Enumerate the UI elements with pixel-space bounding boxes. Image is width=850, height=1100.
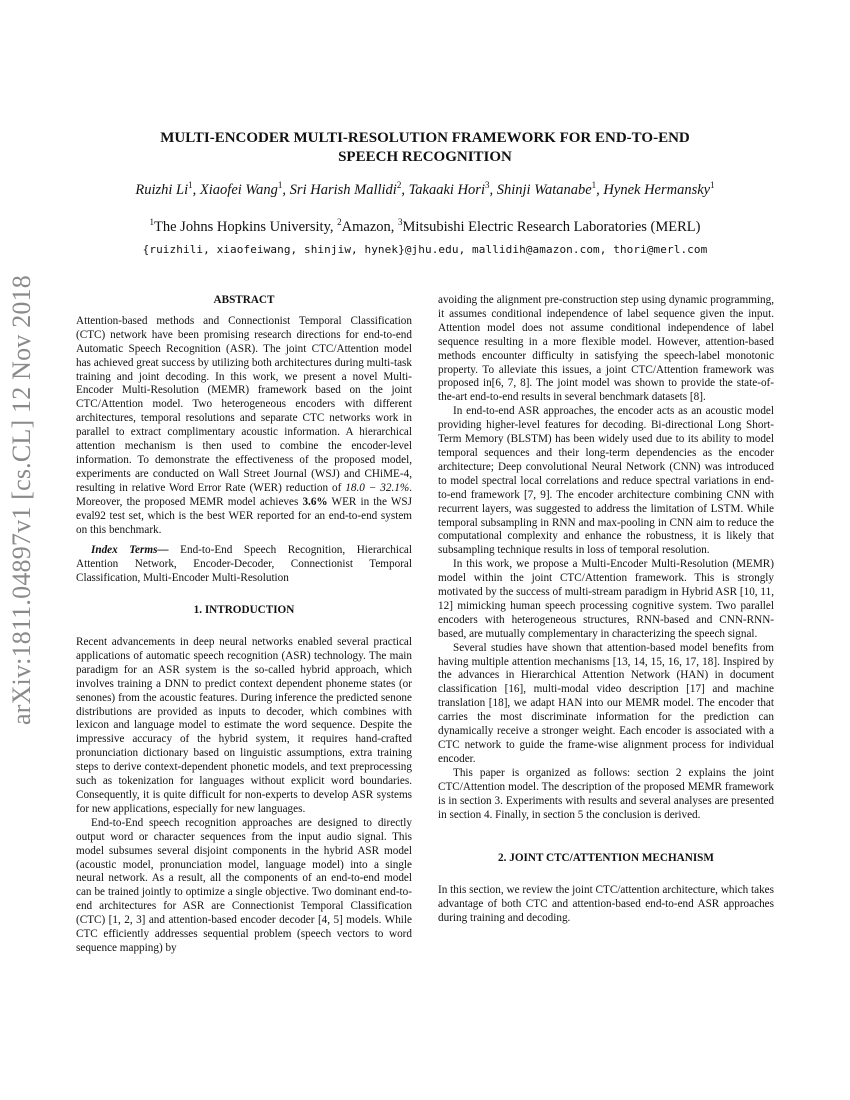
title-line-1: MULTI-ENCODER MULTI-RESOLUTION FRAMEWORK FOR END-TO-END bbox=[160, 130, 690, 146]
intro-paragraph: avoiding the alignment pre-construction step using dynamic programming, it assumes conditional independence of label sequence given the input. Attention model does not assume conditional independence of label sequence resulting in a more flexible model. However, attention-based methods encounter difficulty in satisfying the speech-label monotonic property. To alleviate this issues, a joint CTC/Attention framework was proposed in[6, 7, 8]. The joint model was shown to provide the state-of-the-art end-to-end results in several benchmark datasets [8]. bbox=[438, 294, 774, 404]
intro-paragraph: In end-to-end ASR approaches, the encoder acts as an acoustic model providing higher-level features for decoding. Bi-directional Long Short-Term Memory (BLSTM) has been widely used due to its ability to model temporal sequences and their long-term dependencies as the encoder architecture; Deep convolutional Neural Network (CNN) was introduced to model spectral local correlations and reduce spectral variations in end-to-end framework [7, 9]. The encoder architecture combining CNN with recurrent layers, was suggested to address the limitation of LSTM. While temporal subsampling in RNN and max-pooling in CNN aim to reduce the computational complexity and enhance the robustness, it is likely that subsampling technique results in loss of temporal resolution. bbox=[438, 405, 774, 557]
intro-paragraph: End-to-End speech recognition approaches are designed to directly output word or character sequences from the input audio signal. This model subsumes several disjoint components in the hybrid ASR model (acoustic model, pronunciation model, language model) into a single neural network. As a result, all the components of an end-to-end model can be trained jointly to optimize a single objective. Two dominant end-to-end architectures for ASR are Connectionist Temporal Classification (CTC) [1, 2, 3] and attention-based encoder decoder [4, 5] models. While CTC efficiently addresses sequential problem (speech vectors to word sequence mapping) by bbox=[76, 816, 412, 954]
abstract-text: Attention-based methods and Connectionist Temporal Classification (CTC) network have been promising research directions for end-to-end Automatic Speech Recognition (ASR). The joint CTC/Attention model has achieved great success by utilizing both architectures during multi-task training and joint decoding. In this work, we present a novel Multi-Encoder Multi-Resolution (MEMR) framework based on the joint CTC/Attention model. Two heterogeneous encoders with different architectures, temporal resolutions and separate CTC networks work in parallel to extract complimentary acoustic information. A hierarchical attention mechanism is then used to combine the encoder-level information. To demonstrate the effectiveness of the proposed model, experiments are conducted on Wall Street Journal (WSJ) and CHiME-4, resulting in relative Word Error Rate (WER) reduction of 18.0 − 32.1%. Moreover, the proposed MEMR model achieves 3.6% WER in the WSJ eval92 test set, which is the best WER reported for an end-to-end system on this benchmark. bbox=[76, 314, 412, 536]
introduction-heading: 1. INTRODUCTION bbox=[193, 604, 295, 617]
intro-paragraph: In this work, we propose a Multi-Encoder Multi-Resolution (MEMR) model within the joint CTC/Attention framework. This is strongly motivated by the success of multi-stream paradigm in Hybrid ASR [10, 11, 12] mimicking human speech processing cognitive system. Two parallel encoders with heterogeneous structures, RNN-based and CNN-RNN-based, are mutually complementary in characterizing the speech signal. bbox=[438, 558, 774, 640]
author: Xiaofei Wang$^1$ bbox=[199, 180, 283, 198]
arxiv-id: arXiv:1811.04897v1 [cs.CL] 12 Nov 2018 bbox=[7, 274, 37, 726]
author: Takaaki Hori$^3$ bbox=[408, 180, 490, 198]
paper-title bbox=[90, 129, 760, 167]
author: Hynek Hermansky$^1$ bbox=[603, 180, 715, 198]
affiliation: $^2$Amazon bbox=[337, 217, 391, 235]
section2-paragraph: In this section, we review the joint CTC/attention architecture, which takes advantage of both CTC and attention-based end-to-end ASR approaches during training and decoding. bbox=[438, 884, 774, 925]
section2-heading: 2. JOINT CTC/ATTENTION MECHANISM bbox=[498, 852, 714, 865]
title-line-2: SPEECH RECOGNITION bbox=[338, 149, 512, 165]
affiliation: $^3$Mitsubishi Electric Research Laboratories (MERL) bbox=[398, 217, 701, 235]
index-terms-label: Index Terms— bbox=[91, 544, 169, 557]
arxiv-stamp bbox=[2, 274, 42, 726]
index-terms: Index Terms— End-to-End Speech Recognition, Hierarchical Attention Network, Encoder-Decoder, Connectionist Temporal Classification, Multi-Encoder Multi-Resolution bbox=[76, 544, 412, 585]
abstract-heading: ABSTRACT bbox=[213, 294, 275, 306]
intro-paragraph: Several studies have shown that attention-based model benefits from having multiple attention mechanisms [13, 14, 15, 16, 17, 18]. Inspired by the advances in Hierarchical Attention Network (HAN) in document classification [16], multi-modal video description [17] and machine translation [18], we adapt HAN into our MEMR model. The encoder that carries the most discriminate information for the prediction can dynamically receive a stronger weight. Each encoder is associated with a CTC network to guide the frame-wise alignment process for individual encoder. bbox=[438, 641, 774, 765]
author: Shinji Watanabe$^1$ bbox=[496, 180, 597, 198]
right-column bbox=[438, 294, 774, 926]
wer-range: 18.0 − 32.1% bbox=[345, 481, 410, 494]
author: Ruizhi Li$^1$ bbox=[135, 180, 193, 198]
intro-paragraph: This paper is organized as follows: section 2 explains the joint CTC/Attention model. The description of the proposed MEMR framework is in section 3. Experiments with results and several analyses are presented in section 4. Finally, in section 5 the conclusion is derived. bbox=[438, 766, 774, 821]
author: Sri Harish Mallidi$^2$ bbox=[289, 180, 402, 198]
best-wer: 3.6% bbox=[302, 495, 328, 508]
intro-paragraph: Recent advancements in deep neural networks enabled several practical applications of automatic speech recognition (ASR) technology. The main paradigm for an ASR system is the so-called hybrid approach, which involves training a DNN to predict context dependent phoneme states (or senones) from the acoustic features. During inference the predicted senone distributions are provided as inputs to decoder, which combines with lexicon and language model to estimate the word sequence. Despite the impressive accuracy of the hybrid system, it requires hand-crafted pronunciation dictionary based on linguistic assumptions, extra training steps to derive context-dependent phonetic models, and text preprocessing such as tokenization for languages without explicit word boundaries. Consequently, it is quite difficult for non-experts to develop ASR systems for new applications, especially for new languages. bbox=[76, 636, 412, 815]
left-column bbox=[76, 294, 412, 956]
affiliation: $^1$The Johns Hopkins University bbox=[149, 217, 330, 235]
affiliation-list: $^1$The Johns Hopkins University, $^2$Amazon, $^3$Mitsubishi Electric Research Laboratories (MERL) bbox=[149, 217, 701, 235]
author-emails: {ruizhili, xiaofeiwang, shinjiw, hynek}@jhu.edu, mallidih@amazon.com, thori@merl.com bbox=[142, 243, 708, 256]
author-list: Ruizhi Li$^1$, Xiaofei Wang$^1$, Sri Harish Mallidi$^2$, Takaaki Hori$^3$, Shinji Watanabe$^1$, Hynek Hermansky$^1$ bbox=[135, 180, 715, 198]
